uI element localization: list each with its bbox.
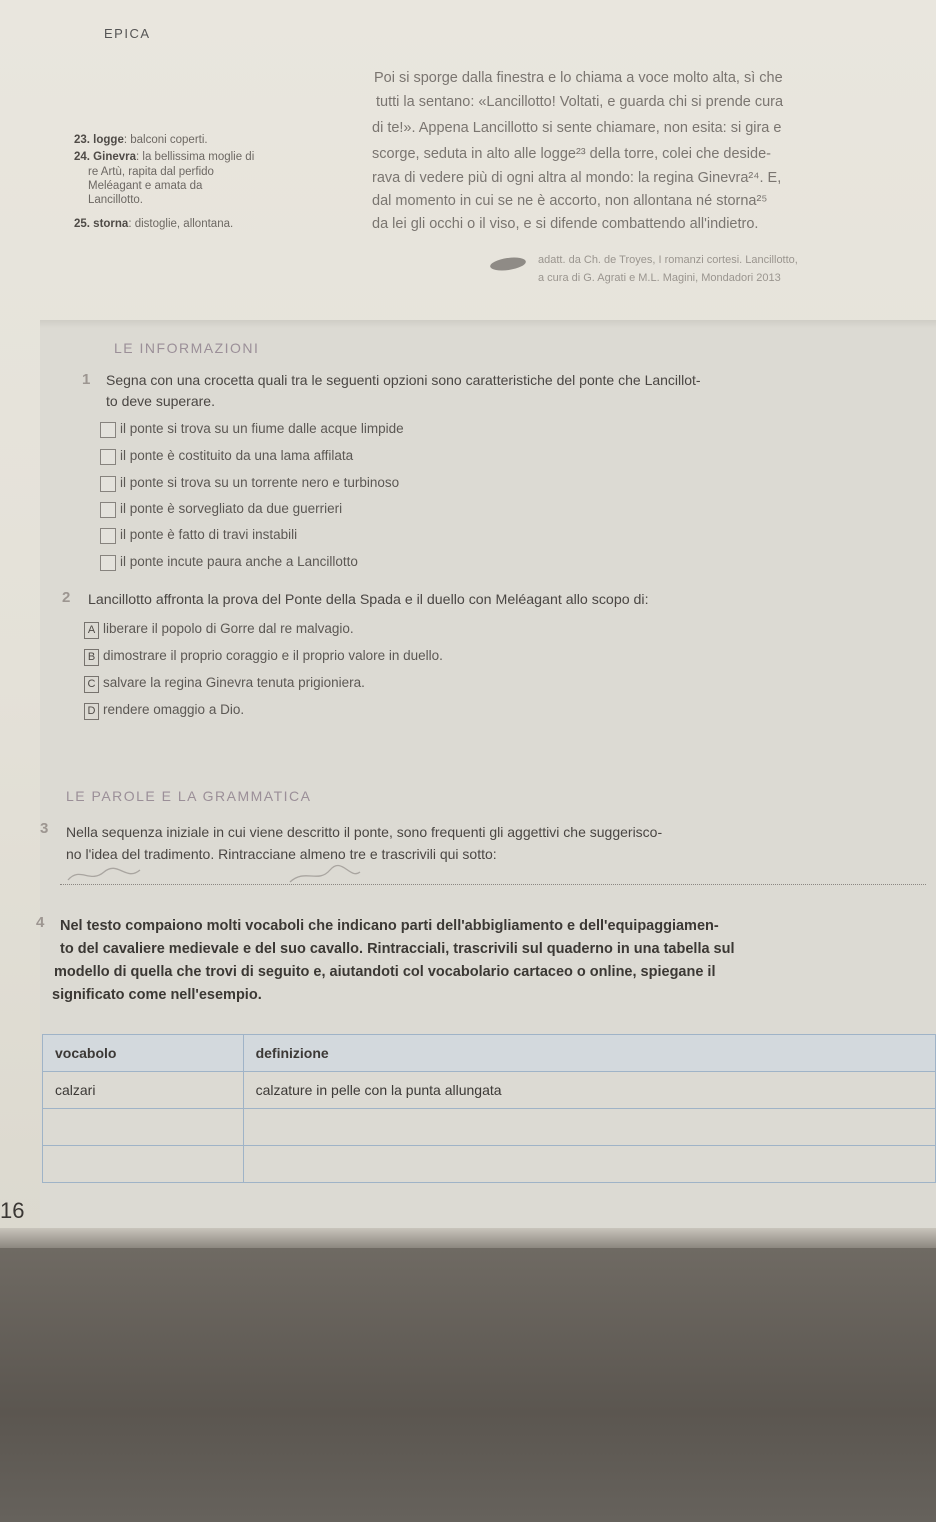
question-number: 1: [82, 371, 91, 388]
section-title-parole: LE PAROLE E LA GRAMMATICA: [66, 788, 312, 804]
question-text: Lancillotto affronta la prova del Ponte della Spada e il duello con Meléagant allo scopo di:: [88, 592, 649, 608]
option-label: il ponte è sorvegliato da due guerrieri: [120, 501, 343, 516]
table-cell[interactable]: [43, 1146, 244, 1183]
pencil-scribble: [60, 862, 380, 888]
table-header-row: [43, 1035, 936, 1072]
table-cell[interactable]: [43, 1109, 244, 1146]
footnote-continuation: Meléagant e amata da: [88, 180, 203, 192]
question-number: 3: [40, 820, 49, 837]
page-edge: [0, 1228, 936, 1248]
vocabulary-table: [42, 1034, 936, 1183]
option-checkbox[interactable]: [100, 528, 116, 544]
question-text: significato come nell'esempio.: [52, 987, 262, 1003]
footnote: 25. storna: distoglie, allontana.: [74, 218, 234, 230]
question-text: Segna con una crocetta quali tra le seguenti opzioni sono caratteristiche del ponte che Lancillot-: [106, 372, 701, 388]
table-row: [43, 1146, 936, 1183]
table-cell[interactable]: [243, 1146, 935, 1183]
option-label: il ponte è fatto di travi instabili: [120, 527, 298, 542]
question-number: 2: [62, 589, 71, 606]
table-cell[interactable]: [243, 1109, 935, 1146]
eye-icon: [489, 256, 526, 273]
question-text: no l'idea del tradimento. Rintracciane almeno tre e trascrivili qui sotto:: [66, 846, 497, 862]
option-checkbox[interactable]: [100, 449, 116, 465]
source-credit: adatt. da Ch. de Troyes, I romanzi cortesi. Lancillotto,: [538, 254, 798, 266]
answer-option-d[interactable]: D rendere omaggio a Dio.: [84, 702, 244, 720]
question-text: Nel testo compaiono molti vocaboli che indicano parti dell'abbigliamento e dell'equipaggiamen-: [60, 918, 719, 934]
source-credit: a cura di G. Agrati e M.L. Magini, Mondadori 2013: [538, 272, 781, 284]
desk-surface: [0, 1248, 936, 1522]
question-number: 4: [36, 914, 45, 931]
option-checkbox[interactable]: [100, 422, 116, 438]
option-checkbox[interactable]: [100, 502, 116, 518]
question-text: to deve superare.: [106, 393, 215, 409]
page-number: 16: [0, 1198, 25, 1223]
prose-line: tutti la sentano: «Lancillotto! Voltati, e guarda chi si prende cura: [376, 94, 784, 110]
answer-option-b[interactable]: B dimostrare il proprio coraggio e il proprio valore in duello.: [84, 648, 443, 666]
option-label: il ponte si trova su un fiume dalle acque limpide: [120, 421, 404, 436]
question-text: Nella sequenza iniziale in cui viene descritto il ponte, sono frequenti gli aggettivi che suggerisco-: [66, 824, 663, 840]
question-text: modello di quella che trovi di seguito e, aiutandoti col vocabolario cartaceo o online, spiegane il: [54, 964, 716, 980]
column-header: definizione: [243, 1035, 935, 1072]
option-checkbox[interactable]: [100, 476, 116, 492]
answer-option-c[interactable]: C salvare la regina Ginevra tenuta prigioniera.: [84, 675, 365, 693]
prose-line: dal momento in cui se ne è accorto, non allontana né storna²⁵: [372, 193, 768, 209]
prose-line: di te!». Appena Lancillotto si sente chiamare, non esita: si gira e: [372, 120, 782, 136]
footnote-continuation: Lancillotto.: [88, 194, 143, 206]
table-row: [43, 1109, 936, 1146]
section-title-informazioni: LE INFORMAZIONI: [114, 340, 260, 356]
table-row: [43, 1072, 936, 1109]
option-label: il ponte incute paura anche a Lancillotto: [120, 554, 358, 569]
question-text: to del cavaliere medievale e del suo cavallo. Rintracciali, trascrivili sul quaderno in una tabella sul: [60, 941, 735, 957]
footnote: 24. Ginevra: la bellissima moglie di: [74, 151, 255, 163]
option-label: il ponte si trova su un torrente nero e turbinoso: [120, 475, 400, 490]
prose-line: scorge, seduta in alto alle logge²³ della torre, colei che deside-: [372, 146, 771, 162]
column-header: vocabolo: [43, 1035, 244, 1072]
running-head: EPICA: [104, 26, 151, 41]
footnote-continuation: re Artù, rapita dal perfido: [88, 166, 214, 178]
option-label: il ponte è costituito da una lama affilata: [120, 448, 354, 463]
option-checkbox[interactable]: [100, 555, 116, 571]
prose-line: rava di vedere più di ogni altra al mondo: la regina Ginevra²⁴. E,: [372, 170, 782, 186]
footnote: 23. logge: balconi coperti.: [74, 134, 208, 146]
table-cell: calzature in pelle con la punta allungata: [243, 1072, 935, 1109]
table-cell: calzari: [43, 1072, 244, 1109]
prose-line: Poi si sporge dalla finestra e lo chiama a voce molto alta, sì che: [374, 70, 783, 86]
prose-line: da lei gli occhi o il viso, e si difende combattendo all'indietro.: [372, 216, 759, 232]
answer-option-a[interactable]: A liberare il popolo di Gorre dal re malvagio.: [84, 621, 354, 639]
